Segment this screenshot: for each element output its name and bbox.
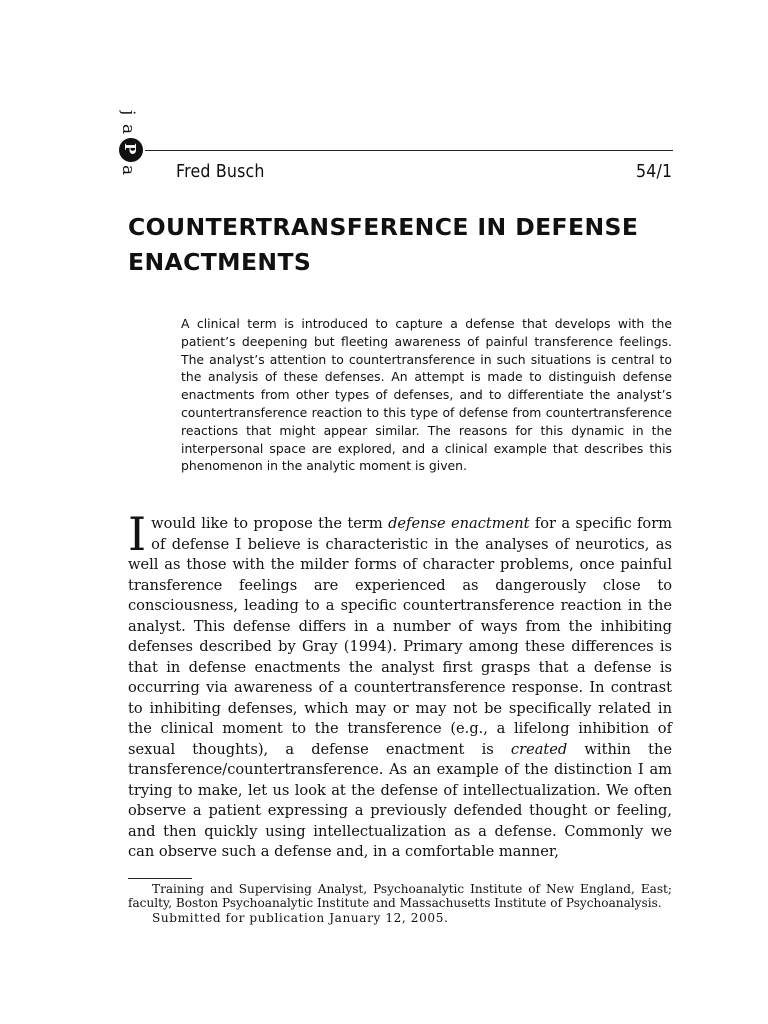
article-title: COUNTERTRANSFERENCE IN DEFENSE ENACTMENTS bbox=[128, 213, 639, 276]
logo-letter-a2: a bbox=[118, 165, 138, 176]
footnotes bbox=[128, 882, 672, 925]
drop-cap: I bbox=[128, 507, 147, 561]
running-header bbox=[176, 161, 672, 182]
logo-letter-p: P bbox=[121, 143, 139, 155]
footnote-affiliation: Training and Supervising Analyst, Psychoanalytic Institute of New England, East; faculty, Boston Psychoanalytic Institute and Massachusetts Institute of Psychoanalysis. bbox=[128, 882, 672, 911]
header-rule bbox=[145, 150, 673, 151]
logo-letter-j: j bbox=[118, 110, 138, 116]
header-issue: 54/1 bbox=[636, 161, 673, 182]
abstract: A clinical term is introduced to capture a defense that develops with the patient’s deepening but fleeting awareness of painful transference feelings. The analyst’s attention to countertransference in such situations is central to the analysis of these defenses. An attempt is made to distinguish defense enactments from other types of defenses, and to differentiate the analyst’s countertransference reaction to this type of defense from countertransference reactions that might appear similar. The reasons for this dynamic in the interpersonal space are explored, and a clinical example that describes this phenomenon in the analytic moment is given. bbox=[181, 316, 672, 474]
body-paragraph bbox=[128, 507, 673, 863]
body-text-segment-1: would like to propose the term bbox=[151, 515, 389, 532]
body-emphasis-created: created bbox=[510, 740, 568, 758]
header-author: Fred Busch bbox=[176, 161, 265, 182]
footnote-submitted: Submitted for publication January 12, 2005. bbox=[152, 910, 449, 925]
body-emphasis-defense-enactment: defense enactment bbox=[388, 515, 530, 532]
body-text-segment-2: for a specific form of defense I believe is characteristic in the analyses of neurotics, as well as those with the milder forms of character problems, once painful transference feelings are experienced as dangerously close to consciousness, leading to a specific countertransference reaction in the analyst. This defense differs in a number of ways from the inhibiting defenses described by Gray (1994). Primary among these differences is that in defense enactments the analyst first grasps that a defense is occurring via awareness of a countertransference response. In contrast to inhibiting defenses, which may or may not be specifically related in the clinical moment to the transference (e.g., a lifelong inhibition of sexual thoughts), a defense enactment is bbox=[128, 515, 673, 758]
journal-logo bbox=[112, 110, 146, 190]
body-text-segment-3: within the transference/countertransference. As an example of the distinction I am trying to make, let us look at the defense of intellectualization. We often observe a patient expressing a previously defended thought or feeling, and then quickly using intellectualization as a defense. Commonly we can observe such a defense and, in a comfortable manner, bbox=[128, 740, 672, 860]
footnote-rule bbox=[128, 878, 192, 879]
logo-letter-a: a bbox=[118, 124, 138, 135]
